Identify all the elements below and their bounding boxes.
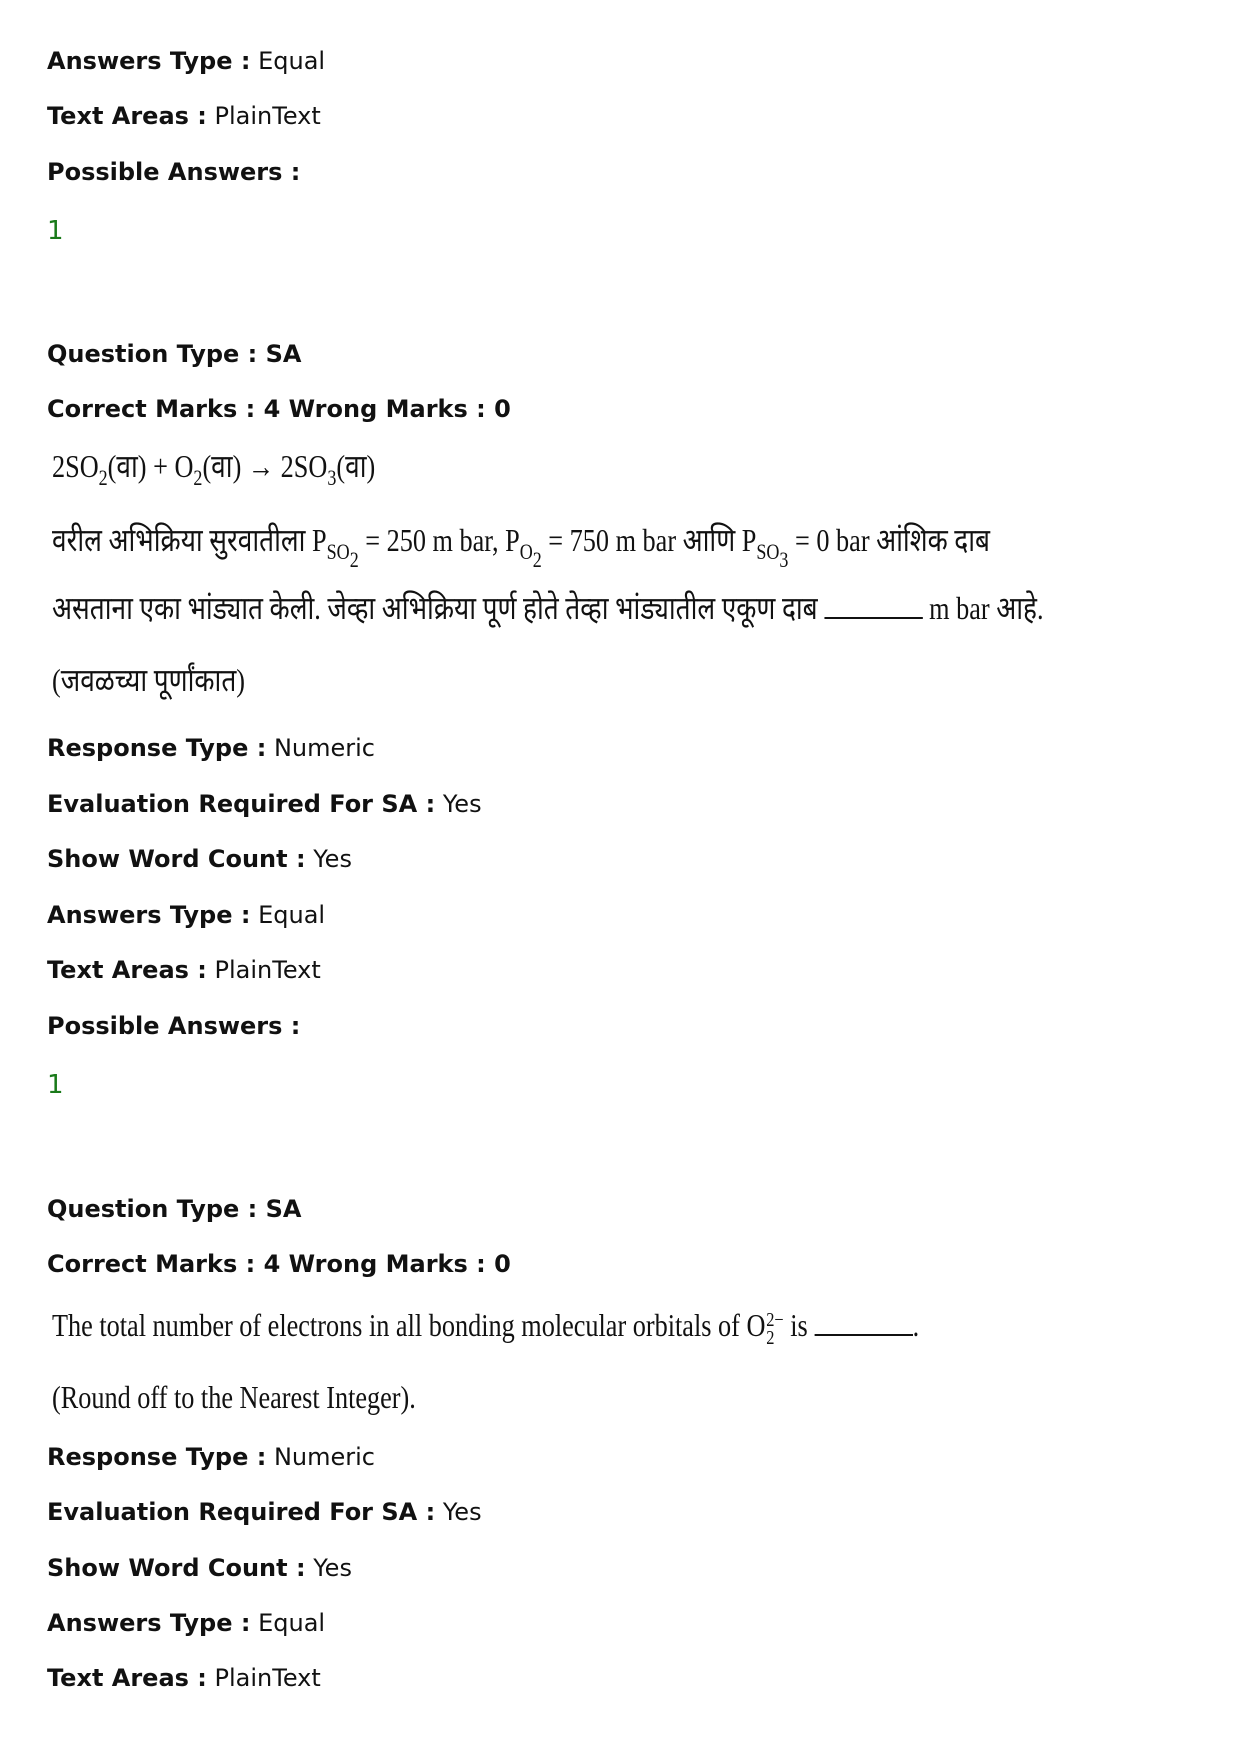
word-count-row: Show Word Count : Yes bbox=[47, 1554, 352, 1582]
text-areas-row: Text Areas : PlainText bbox=[47, 1664, 321, 1692]
text-areas-label: Text Areas : bbox=[47, 102, 207, 130]
possible-answers-row bbox=[47, 157, 300, 187]
answer-blank bbox=[814, 1308, 912, 1336]
answers-type-row: Answers Type : Equal bbox=[47, 901, 326, 929]
text-areas-row: Text Areas : PlainText bbox=[47, 956, 321, 984]
marks: Correct Marks : 4 Wrong Marks : 0 bbox=[47, 1250, 511, 1278]
possible-answers-label: Possible Answers : bbox=[47, 158, 301, 186]
answer-blank bbox=[824, 591, 922, 619]
question-text-line: The total number of electrons in all bonding molecular orbitals of O 2− 2 is . bbox=[52, 1307, 920, 1349]
question-type: Question Type : SA bbox=[47, 340, 302, 368]
marks: Correct Marks : 4 Wrong Marks : 0 bbox=[47, 395, 511, 423]
question-text-line: (जवळच्या पूर्णांकात) bbox=[52, 662, 246, 698]
answers-type-label: Answers Type : bbox=[47, 47, 251, 75]
possible-answers-row: Possible Answers : bbox=[47, 1012, 301, 1040]
text-areas-row bbox=[47, 101, 321, 131]
answers-type-value: Equal bbox=[258, 47, 326, 75]
possible-answer-value: 1 bbox=[47, 1070, 64, 1100]
answers-type-row: Answers Type : Equal bbox=[47, 1609, 326, 1637]
question-image-reaction: $2SO_2(वा)$ + $O_2(वा)$ → $2SO_3(वा)$ bbox=[52, 448, 376, 490]
question-text-line: (Round off to the Nearest Integer). bbox=[52, 1379, 416, 1415]
text-areas-value: PlainText bbox=[214, 102, 321, 130]
evaluation-row: Evaluation Required For SA : Yes bbox=[47, 1498, 482, 1526]
answers-type-row bbox=[47, 46, 325, 76]
response-type-row: Response Type : Numeric bbox=[47, 1443, 375, 1471]
charge-notation: 2− 2 bbox=[766, 1308, 784, 1349]
question-type: Question Type : SA bbox=[47, 1195, 302, 1223]
question-text-line: असताना एका भांड्यात केली. जेव्हा अभिक्रिया पूर्ण होते तेव्हा भांड्यातील एकूण दाब m bar आहे. bbox=[52, 590, 1044, 626]
evaluation-row: Evaluation Required For SA : Yes bbox=[47, 790, 482, 818]
possible-answer-value: 1 bbox=[47, 216, 64, 246]
question-text-line: वरील अभिक्रिया सुरवातीला $P_{SO_2} = 250$ m bar, $P_{O_2} = 750$ m bar आणि $P_{SO_3} = 0$ bar आंशिक दाब bbox=[52, 522, 991, 572]
word-count-row: Show Word Count : Yes bbox=[47, 845, 352, 873]
response-type-row: Response Type : Numeric bbox=[47, 734, 375, 762]
